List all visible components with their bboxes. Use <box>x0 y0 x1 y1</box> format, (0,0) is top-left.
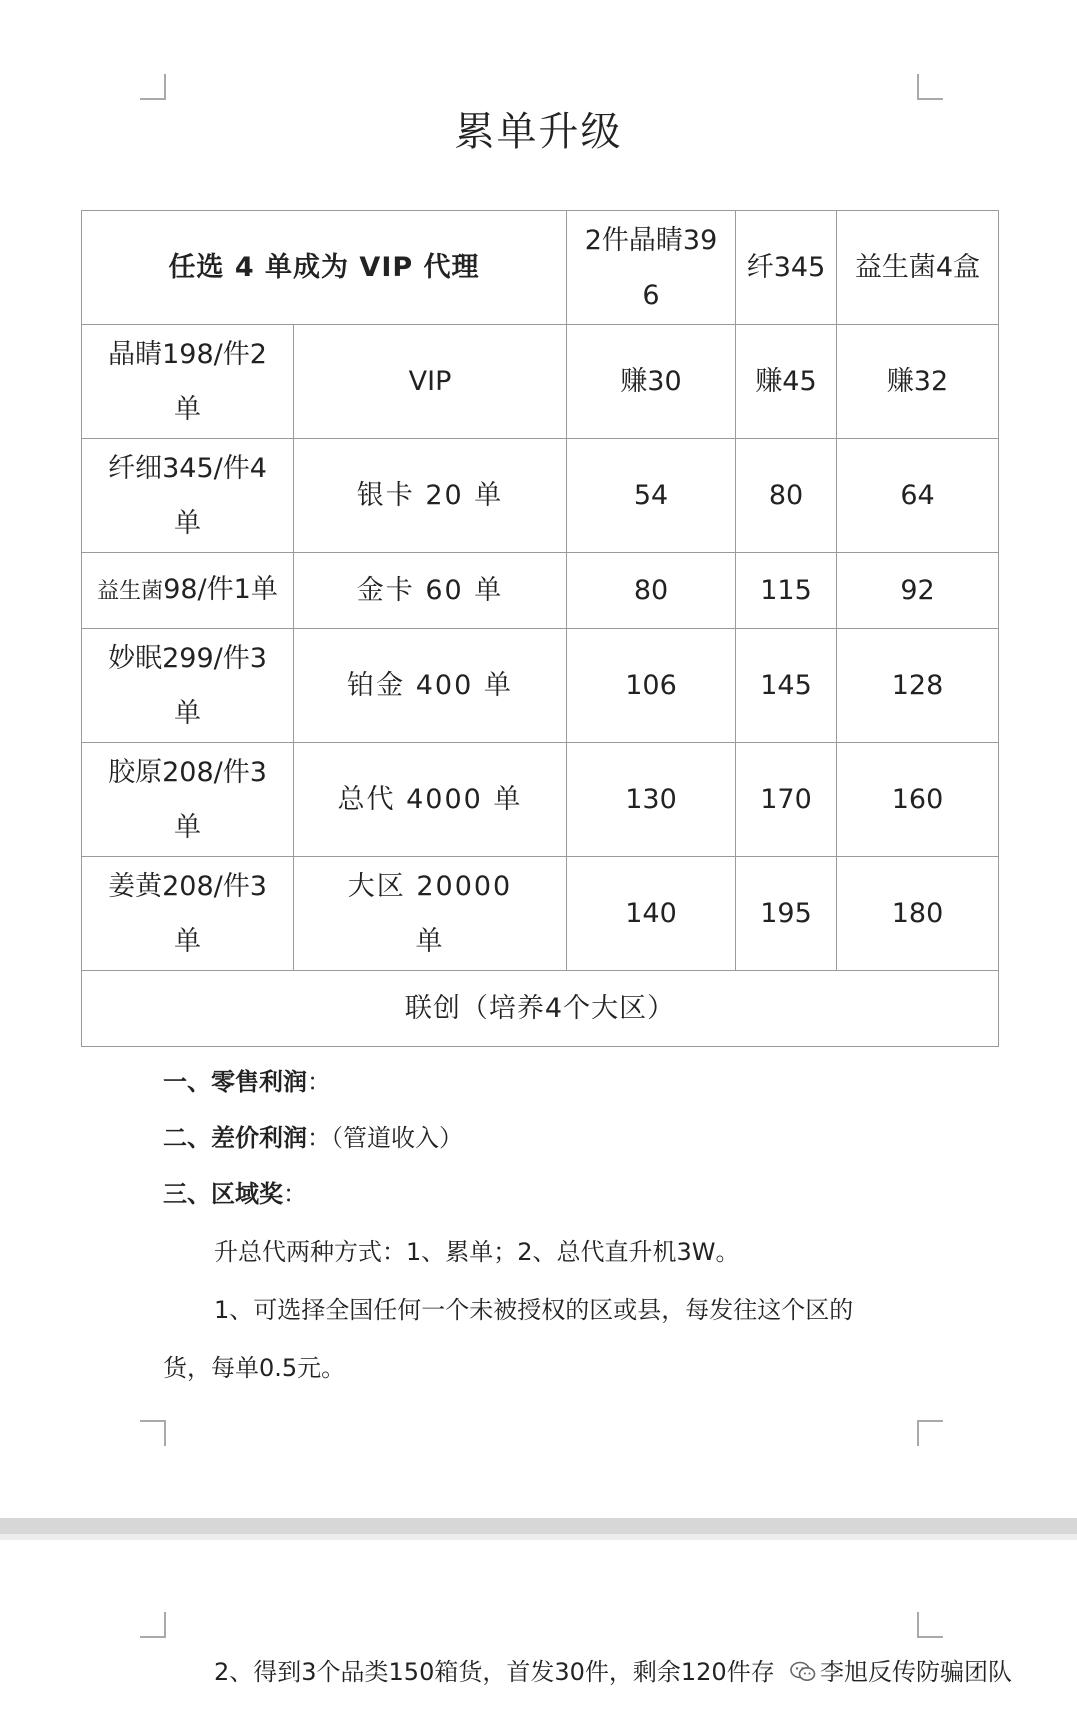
section-price-diff-profit: 二、差价利润：（管道收入） <box>163 1124 463 1152</box>
header-col2-cell: 纤345 <box>736 211 837 325</box>
value-cell: 140 <box>567 857 736 971</box>
value-cell: 80 <box>736 439 837 553</box>
value-cell: 130 <box>567 743 736 857</box>
header-main-cell: 任选 4 单成为 VIP 代理 <box>82 211 567 325</box>
paragraph-goods: 2、得到3个品类150箱货，首发30件，剩余120件存 <box>214 1658 775 1686</box>
product-cell: 胶原208/件3 单 <box>82 743 294 857</box>
page-corner-mark <box>140 1612 166 1638</box>
paragraph-region-line1: 1、可选择全国任何一个未被授权的区或县，每发往这个区的 <box>214 1296 854 1324</box>
level-cell: 铂金 400 单 <box>294 629 567 743</box>
paragraph-upgrade-methods: 升总代两种方式：1、累单；2、总代直升机3W。 <box>214 1238 740 1266</box>
value-cell: 195 <box>736 857 837 971</box>
page-corner-mark <box>917 1612 943 1638</box>
table-row <box>82 629 999 743</box>
value-cell: 180 <box>837 857 999 971</box>
value-cell: 160 <box>837 743 999 857</box>
level-cell: VIP <box>294 325 567 439</box>
product-cell: 纤细345/件4 单 <box>82 439 294 553</box>
table-row <box>82 553 999 629</box>
level-cell: 金卡 60 单 <box>294 553 567 629</box>
watermark <box>790 1652 1012 1687</box>
page-corner-mark <box>917 1420 943 1446</box>
value-cell: 64 <box>837 439 999 553</box>
table-row <box>82 743 999 857</box>
table-footer-row <box>82 971 999 1047</box>
value-cell: 170 <box>736 743 837 857</box>
header-col3-cell: 益生菌4盒 <box>837 211 999 325</box>
section-regional-bonus: 三、区域奖： <box>163 1180 307 1208</box>
value-cell: 赚30 <box>567 325 736 439</box>
table-row <box>82 325 999 439</box>
section-retail-profit: 一、零售利润： <box>163 1068 331 1096</box>
product-cell: 妙眠299/件3 单 <box>82 629 294 743</box>
value-cell: 赚45 <box>736 325 837 439</box>
value-cell: 106 <box>567 629 736 743</box>
page-separator <box>0 1518 1077 1534</box>
page-corner-mark <box>140 1420 166 1446</box>
value-cell: 128 <box>837 629 999 743</box>
upgrade-table <box>81 210 999 1047</box>
value-cell: 92 <box>837 553 999 629</box>
value-cell: 赚32 <box>837 325 999 439</box>
table-header-row <box>82 211 999 325</box>
table-row <box>82 857 999 971</box>
paragraph-region-line2: 货，每单0.5元。 <box>163 1354 346 1382</box>
page-corner-mark <box>140 74 166 100</box>
level-cell: 银卡 20 单 <box>294 439 567 553</box>
value-cell: 115 <box>736 553 837 629</box>
wechat-icon <box>790 1661 816 1683</box>
value-cell: 54 <box>567 439 736 553</box>
table-row <box>82 439 999 553</box>
footer-cell: 联创（培养4个大区） <box>82 971 999 1047</box>
product-cell: 姜黄208/件3 单 <box>82 857 294 971</box>
product-cell: 益生菌98/件1单 <box>82 553 294 629</box>
level-cell: 总代 4000 单 <box>294 743 567 857</box>
header-col1-cell: 2件晶睛39 6 <box>567 211 736 325</box>
watermark-text: 李旭反传防骗团队 <box>820 1658 1012 1686</box>
document-title: 累单升级 <box>454 109 623 155</box>
level-cell: 大区 20000 单 <box>294 857 567 971</box>
value-cell: 80 <box>567 553 736 629</box>
value-cell: 145 <box>736 629 837 743</box>
page-corner-mark <box>917 74 943 100</box>
product-cell: 晶睛198/件2 单 <box>82 325 294 439</box>
